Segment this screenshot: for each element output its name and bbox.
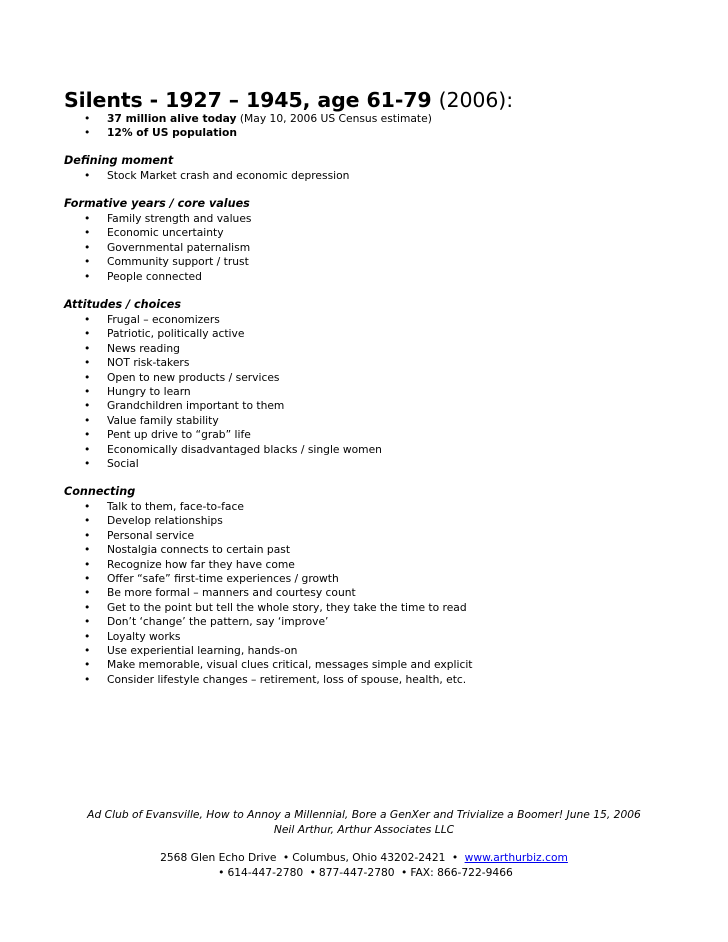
- bullet-icon: •: [84, 341, 91, 355]
- bullet-icon: •: [84, 456, 91, 470]
- list-item: • 37 million alive today (May 10, 2006 US Census estimate): [84, 112, 432, 125]
- bullet-icon: •: [84, 370, 91, 384]
- bullet-icon: •: [84, 672, 91, 686]
- bullet-icon: •: [84, 600, 91, 614]
- list-item: • People connected: [84, 269, 202, 283]
- separator-dot-icon: •: [451, 851, 459, 864]
- list-item: • Pent up drive to “grab” life: [84, 428, 251, 442]
- footer-fax: FAX: 866-722-9466: [410, 866, 513, 879]
- connecting-list: [64, 500, 684, 687]
- bullet-icon: •: [84, 255, 91, 269]
- list-item: • Be more formal – manners and courtesy count: [84, 586, 356, 600]
- bullet-icon: •: [84, 428, 91, 442]
- bullet-icon: •: [84, 500, 91, 513]
- footer-address: 2568 Glen Echo Drive: [160, 851, 277, 864]
- bullet-icon: •: [84, 615, 91, 629]
- title-main: Silents - 1927 – 1945, age 61-79: [64, 88, 432, 112]
- section-heading-connecting: Connecting: [64, 485, 136, 498]
- list-item: • Hungry to learn: [84, 384, 191, 398]
- list-item: • Community support / trust: [84, 255, 249, 269]
- list-item: • Consider lifestyle changes – retirement, loss of spouse, health, etc.: [84, 672, 467, 686]
- separator-dot-icon: •: [309, 866, 316, 879]
- list-item: • Frugal – economizers: [84, 313, 220, 326]
- footer-event-line: Ad Club of Evansville, How to Annoy a Millennial, Bore a GenXer and Trivialize a Boomer! June 15, 2006: [87, 808, 641, 821]
- bullet-icon: •: [84, 629, 91, 643]
- bullet-icon: •: [84, 226, 91, 240]
- footer-phone-line: [0, 866, 728, 880]
- list-item: • Nostalgia connects to certain past: [84, 543, 291, 557]
- bullet-icon: •: [84, 643, 91, 657]
- bullet-icon: •: [84, 413, 91, 427]
- bullet-icon: •: [84, 442, 91, 456]
- list-item: • Economically disadvantaged blacks / single women: [84, 442, 382, 456]
- bullet-icon: •: [84, 169, 91, 182]
- bullet-icon: •: [84, 514, 91, 528]
- separator-dot-icon: •: [401, 866, 408, 879]
- list-item: • Governmental paternalism: [84, 240, 251, 254]
- footer-address-line: [0, 851, 728, 865]
- bullet-icon: •: [84, 313, 91, 326]
- attitudes-list: [64, 313, 684, 471]
- separator-dot-icon: •: [218, 866, 225, 879]
- bullet-icon: •: [84, 399, 91, 413]
- list-item: • Economic uncertainty: [84, 226, 224, 240]
- footer-phone2: 877-447-2780: [318, 866, 395, 879]
- bullet-icon: •: [84, 356, 91, 370]
- list-item: • Develop relationships: [84, 514, 223, 528]
- bullet-icon: •: [84, 126, 91, 140]
- bullet-icon: •: [84, 384, 91, 398]
- list-item: • Family strength and values: [84, 212, 252, 225]
- section-heading-formative: Formative years / core values: [64, 197, 250, 210]
- website-link[interactable]: www.arthurbiz.com: [464, 851, 568, 864]
- title-year: (2006):: [438, 88, 513, 112]
- bullet-icon: •: [84, 528, 91, 542]
- bullet-icon: •: [84, 557, 91, 571]
- bullet-icon: •: [84, 586, 91, 600]
- bullet-icon: •: [84, 269, 91, 283]
- list-item: • Get to the point but tell the whole story, they take the time to read: [84, 600, 467, 614]
- defining-list: [64, 169, 684, 183]
- separator-dot-icon: •: [282, 851, 290, 864]
- bullet-icon: •: [84, 240, 91, 254]
- list-item: • Social: [84, 456, 139, 470]
- section-heading-defining: Defining moment: [64, 154, 174, 167]
- list-item: • 12% of US population: [84, 126, 237, 140]
- list-item: • Patriotic, politically active: [84, 327, 245, 341]
- list-item: • Offer “safe” first-time experiences / growth: [84, 571, 339, 585]
- list-item: • Talk to them, face-to-face: [84, 500, 244, 513]
- list-item: • Recognize how far they have come: [84, 557, 295, 571]
- list-item: • Loyalty works: [84, 629, 181, 643]
- bullet-icon: •: [84, 212, 91, 225]
- bullet-icon: •: [84, 112, 91, 125]
- list-item: • Use experiential learning, hands-on: [84, 643, 298, 657]
- bullet-icon: •: [84, 658, 91, 672]
- list-item: • NOT risk-takers: [84, 356, 190, 370]
- list-item: • Stock Market crash and economic depression: [84, 169, 350, 182]
- list-item: • Grandchildren important to them: [84, 399, 285, 413]
- list-item: • Personal service: [84, 528, 195, 542]
- list-item: • News reading: [84, 341, 180, 355]
- list-item: • Open to new products / services: [84, 370, 280, 384]
- footer-author-line: Neil Arthur, Arthur Associates LLC: [273, 823, 455, 836]
- stats-list: [64, 112, 684, 141]
- list-item: • Value family stability: [84, 413, 219, 427]
- section-heading-attitudes: Attitudes / choices: [64, 298, 182, 311]
- formative-list: [64, 212, 684, 284]
- page-title: [64, 88, 513, 112]
- list-item: • Make memorable, visual clues critical, messages simple and explicit: [84, 658, 473, 672]
- bullet-icon: •: [84, 571, 91, 585]
- bullet-icon: •: [84, 543, 91, 557]
- bullet-icon: •: [84, 327, 91, 341]
- footer-city: Columbus, Ohio 43202-2421: [292, 851, 446, 864]
- footer-phone1: 614-447-2780: [227, 866, 304, 879]
- list-item: • Don’t ‘change’ the pattern, say ‘improve’: [84, 615, 329, 629]
